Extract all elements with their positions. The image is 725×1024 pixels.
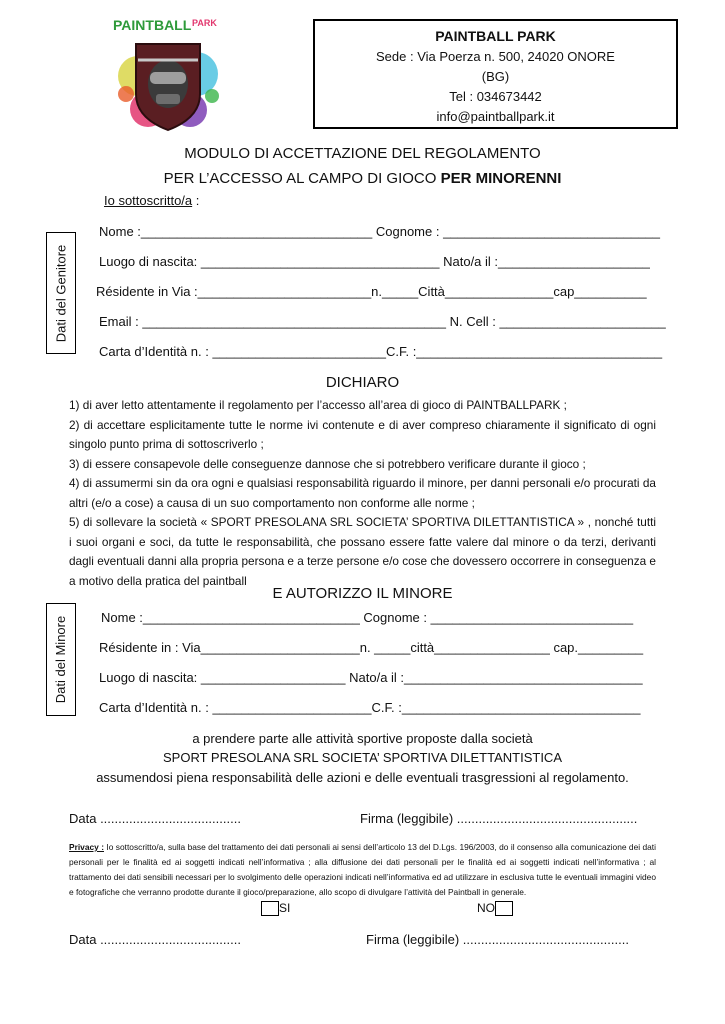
genitore-documento-row[interactable]: Carta d’Identità n. : ________________________C.F. :__________________________________ [99, 344, 663, 359]
authorization-line2: SPORT PRESOLANA SRL SOCIETA’ SPORTIVA DILETTANTISTICA [162, 750, 562, 765]
genitore-nascita-row[interactable]: Luogo di nascita: _________________________________ Nato/a il :_____________________ [99, 254, 650, 269]
privacy-label: Privacy : [69, 842, 104, 852]
form-title-line1: MODULO DI ACCETTAZIONE DEL REGOLAMENTO [184, 145, 541, 162]
sottoscritto-text: Io sottoscritto/a [104, 193, 193, 208]
authorization-line1: a prendere parte alle attività sportive proposte dalla società [192, 731, 533, 746]
minore-residenza-row[interactable]: Résidente in : Via______________________n. _____città________________ cap._________ [99, 640, 644, 655]
company-info-box [313, 19, 678, 129]
form-title-line2 [0, 170, 725, 187]
genitore-nome-row[interactable]: Nome :________________________________ Cognome : ______________________________ [99, 224, 660, 239]
company-name: PAINTBALL PARK [435, 28, 556, 44]
genitore-email-row[interactable]: Email : __________________________________________ N. Cell : _______________________ [99, 314, 666, 329]
dichiaro-item: 1) di aver letto attentamente il regolamento per l’accesso all’area di gioco di PAINTBALLPARK ; [69, 398, 567, 412]
company-phone: Tel : 034673442 [449, 89, 542, 104]
form-title-line2-bold: PER MINORENNI [440, 170, 562, 187]
minore-side-label [46, 603, 76, 716]
genitore-residenza-row[interactable]: Résidente in Via :________________________n._____Città_______________cap__________ [96, 284, 647, 299]
data-field[interactable]: Data ....................................... [69, 811, 241, 826]
logo-text: PAINTBALL [113, 17, 192, 33]
privacy-si-option[interactable] [261, 901, 290, 916]
sottoscritto-suffix: : [192, 193, 200, 208]
dichiaro-item: 3) di essere consapevole delle conseguenze dannose che si potrebbero verificare durante il gioco ; [69, 456, 586, 471]
no-label: NO [477, 901, 495, 915]
genitore-side-label-text: Dati del Genitore [53, 244, 69, 342]
minore-documento-row[interactable]: Carta d’Identità n. : ______________________C.F. :_________________________________ [99, 700, 641, 715]
dichiaro-item: 2) di accettare esplicitamente tutte le norme ivi contenute e di aver compreso chiaramente il significato di ogni singolo punto prima di sottoscriverlo ; [69, 417, 656, 451]
data-field-2[interactable]: Data ....................................... [69, 932, 241, 947]
privacy-text [69, 840, 656, 900]
authorization-line3: assumendosi piena responsabilità delle azioni e delle eventuali trasgressioni al regolamento. [96, 770, 629, 785]
minore-nome-row[interactable]: Nome :______________________________ Cognome : ____________________________ [101, 610, 634, 625]
minore-side-label-text: Dati del Minore [53, 615, 69, 704]
company-address-line1: Sede : Via Poerza n. 500, 24020 ONORE [376, 49, 615, 64]
svg-text:PARK: PARK [192, 18, 217, 28]
minore-heading: E AUTORIZZO IL MINORE [272, 585, 453, 602]
si-checkbox[interactable] [261, 901, 279, 916]
si-label: SI [279, 901, 291, 915]
sottoscritto-label [104, 193, 199, 208]
privacy-no-option[interactable] [477, 901, 513, 916]
firma-field[interactable]: Firma (leggibile) .................................................. [360, 811, 638, 826]
minore-nascita-row[interactable]: Luogo di nascita: ____________________ Nato/a il :_________________________________ [99, 670, 643, 685]
company-address-line2: (BG) [481, 69, 510, 84]
company-email: info@paintballpark.it [436, 109, 555, 124]
genitore-side-label [46, 232, 76, 354]
dichiaro-item: 4) di assumermi sin da ora ogni e qualsiasi responsabilità riguardo il minore, per danni personali e/o procurati da altri (e/o a cose) a causa di un suo comportamento non conforme alle norme ; [69, 476, 656, 510]
dichiaro-list [69, 396, 656, 591]
form-title-line2-text: PER L’ACCESSO AL CAMPO DI GIOCO [163, 170, 441, 187]
privacy-body: Io sottoscritto/a, sulla base del trattamento dei dati personali ai sensi dell’articolo 13 del D.Lgs. 196/2003, do il consenso alla comunicazione dei dati personali per le finalità ed ai soggetti indicati nell’informativa ; alla diffusione dei dati personali per le finalità ed ai soggetti indicati nell’informativa ; al trattamento dei dati sensibili necessari per lo svolgimento delle operazioni indicati nell’informativa ed ad utilizzare in esclusiva tutte le eventuali immagini video e fotografiche che verranno prodotte durante il gioco/preparazione, allo scopo di divulgare l’attività del Paintball in generale. [69, 842, 656, 897]
paintball-park-logo [108, 14, 228, 138]
no-checkbox[interactable] [495, 901, 513, 916]
dichiaro-heading: DICHIARO [325, 374, 400, 391]
firma-field-2[interactable]: Firma (leggibile) .............................................. [366, 932, 629, 947]
dichiaro-item: 5) di sollevare la società « SPORT PRESOLANA SRL SOCIETA’ SPORTIVA DILETTANTISTICA » , nonché tutti i suoi organi e soci, da tutte le responsabilità, che possano essere fatte valere dal minore o da terzi, derivanti dagli eventuali danni alla propria persona e a terze persone e/o cose che dovessero occorrere in conseguenza e a motivo della pratica del paintball [69, 515, 656, 588]
